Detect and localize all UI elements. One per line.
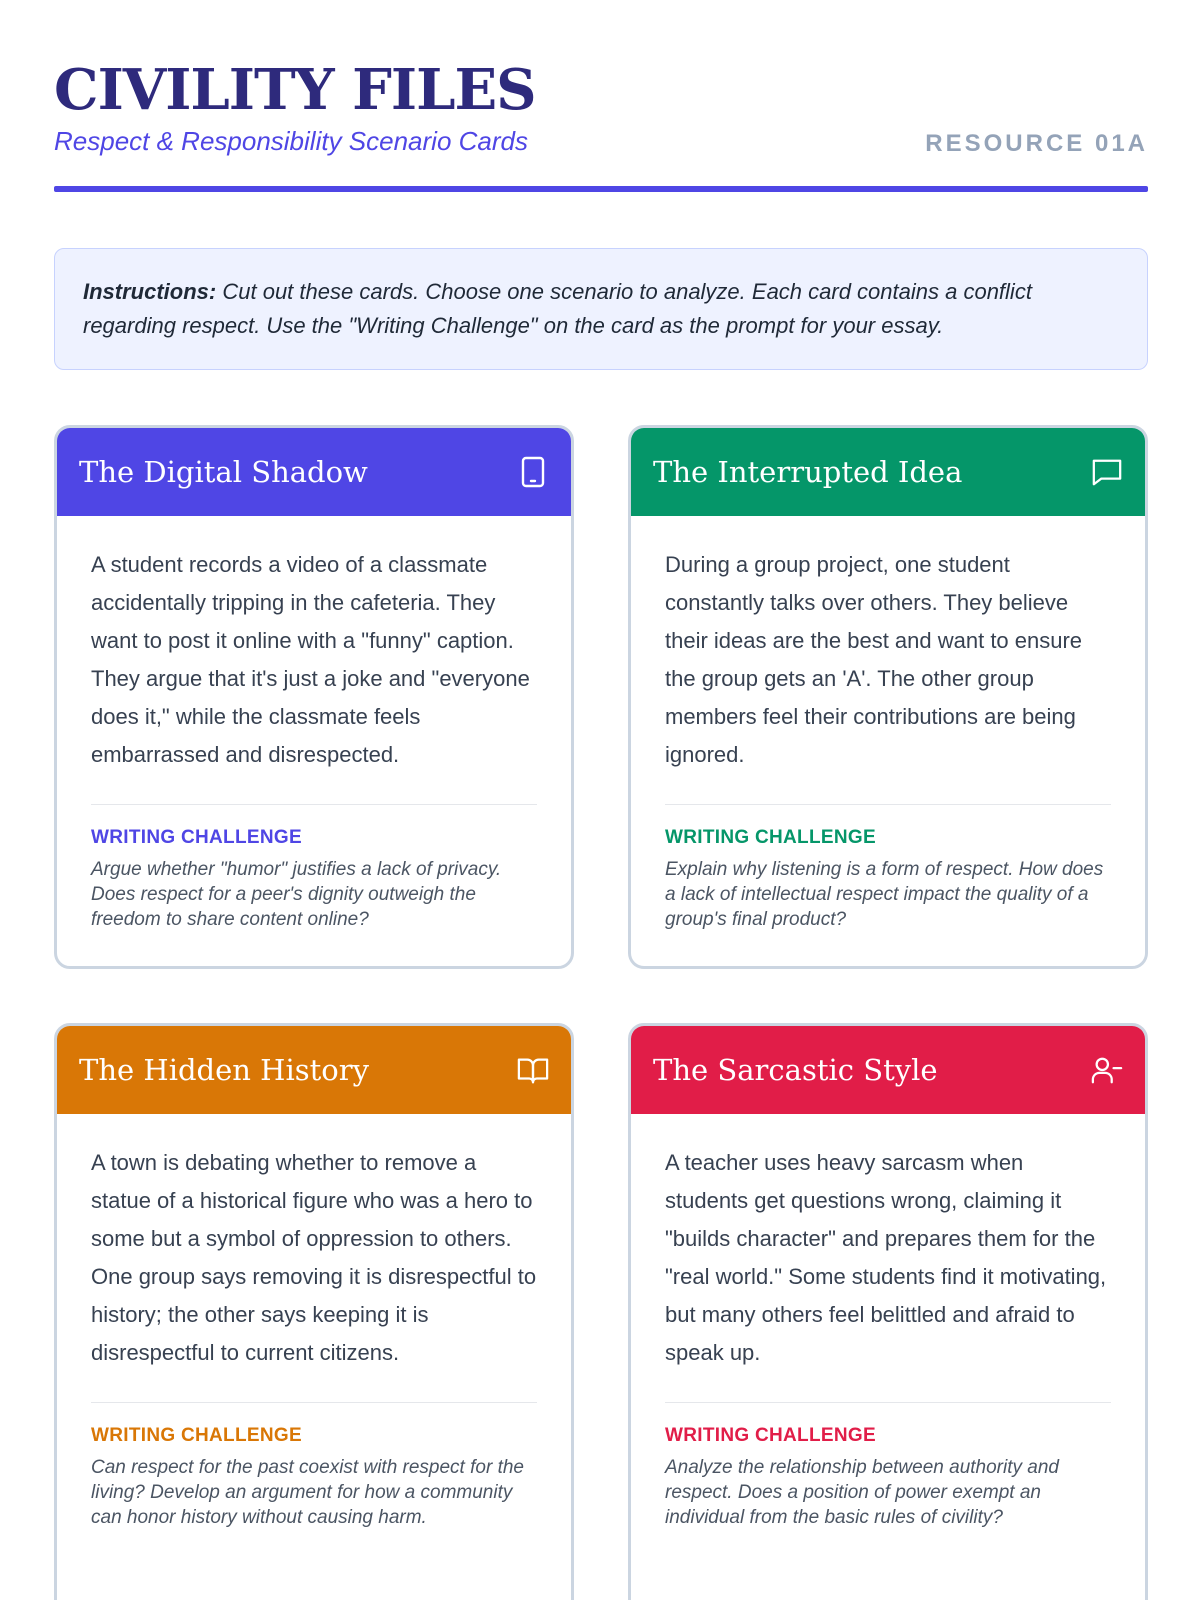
resource-code: RESOURCE 01A bbox=[925, 130, 1148, 157]
card-header bbox=[57, 428, 571, 516]
scenario-card bbox=[54, 425, 574, 969]
challenge-label: WRITING CHALLENGE bbox=[665, 1425, 876, 1446]
card-header bbox=[57, 1026, 571, 1114]
card-header bbox=[631, 1026, 1145, 1114]
challenge-text: Explain why listening is a form of respect. How does a lack of intellectual respect impact the quality of a group's final product? bbox=[665, 859, 1104, 930]
card-title: The Digital Shadow bbox=[79, 455, 368, 489]
challenge-text: Argue whether "humor" justifies a lack of privacy. Does respect for a peer's dignity outweigh the freedom to share content online? bbox=[91, 859, 502, 930]
instructions-label: Instructions: bbox=[83, 279, 217, 304]
card-scenario: A student records a video of a classmate accidentally tripping in the cafeteria. They want to post it online with a "funny" caption. They argue that it's just a joke and "everyone does it," while the classmate feels embarrassed and disrespected. bbox=[91, 552, 530, 767]
card-divider bbox=[91, 1402, 537, 1403]
card-title: The Hidden History bbox=[79, 1053, 369, 1087]
scenario-card bbox=[628, 1023, 1148, 1600]
tablet-icon bbox=[517, 456, 549, 488]
card-scenario: A teacher uses heavy sarcasm when students get questions wrong, claiming it "builds character" and prepares them for the "real world." Some students find it motivating, but many others feel belittled and afraid to speak up. bbox=[665, 1150, 1107, 1365]
card-title: The Interrupted Idea bbox=[653, 455, 963, 489]
card-scenario: During a group project, one student constantly talks over others. They believe their ideas are the best and want to ensure the group gets an 'A'. The other group members feel their contributions are being ignored. bbox=[665, 552, 1083, 767]
scenario-card bbox=[54, 1023, 574, 1600]
challenge-text: Can respect for the past coexist with respect for the living? Develop an argument for how a community can honor history without causing harm. bbox=[91, 1457, 524, 1528]
page-title: CIVILITY FILES bbox=[54, 57, 536, 123]
instructions-box bbox=[54, 248, 1148, 370]
page-header bbox=[54, 58, 1148, 194]
instructions-text: Cut out these cards. Choose one scenario to analyze. Each card contains a conflict regarding respect. Use the "Writing Challenge" on the card as the prompt for your essay. bbox=[83, 279, 1032, 338]
card-scenario: A town is debating whether to remove a statue of a historical figure who was a hero to some but a symbol of oppression to others. One group says removing it is disrespectful to history; the other says keeping it is disrespectful to current citizens. bbox=[91, 1150, 537, 1365]
challenge-label: WRITING CHALLENGE bbox=[665, 827, 876, 848]
card-title: The Sarcastic Style bbox=[653, 1053, 938, 1087]
user-minus-icon bbox=[1091, 1054, 1123, 1086]
header-divider bbox=[54, 186, 1148, 192]
card-divider bbox=[665, 804, 1111, 805]
open-book-icon bbox=[517, 1054, 549, 1086]
chat-bubble-icon bbox=[1091, 456, 1123, 488]
challenge-label: WRITING CHALLENGE bbox=[91, 827, 302, 848]
card-divider bbox=[665, 1402, 1111, 1403]
challenge-label: WRITING CHALLENGE bbox=[91, 1425, 302, 1446]
page-subtitle: Respect & Responsibility Scenario Cards bbox=[54, 126, 528, 156]
card-header bbox=[631, 428, 1145, 516]
scenario-card bbox=[628, 425, 1148, 969]
card-divider bbox=[91, 804, 537, 805]
challenge-text: Analyze the relationship between authority and respect. Does a position of power exempt an individual from the basic rules of civility? bbox=[665, 1457, 1059, 1528]
